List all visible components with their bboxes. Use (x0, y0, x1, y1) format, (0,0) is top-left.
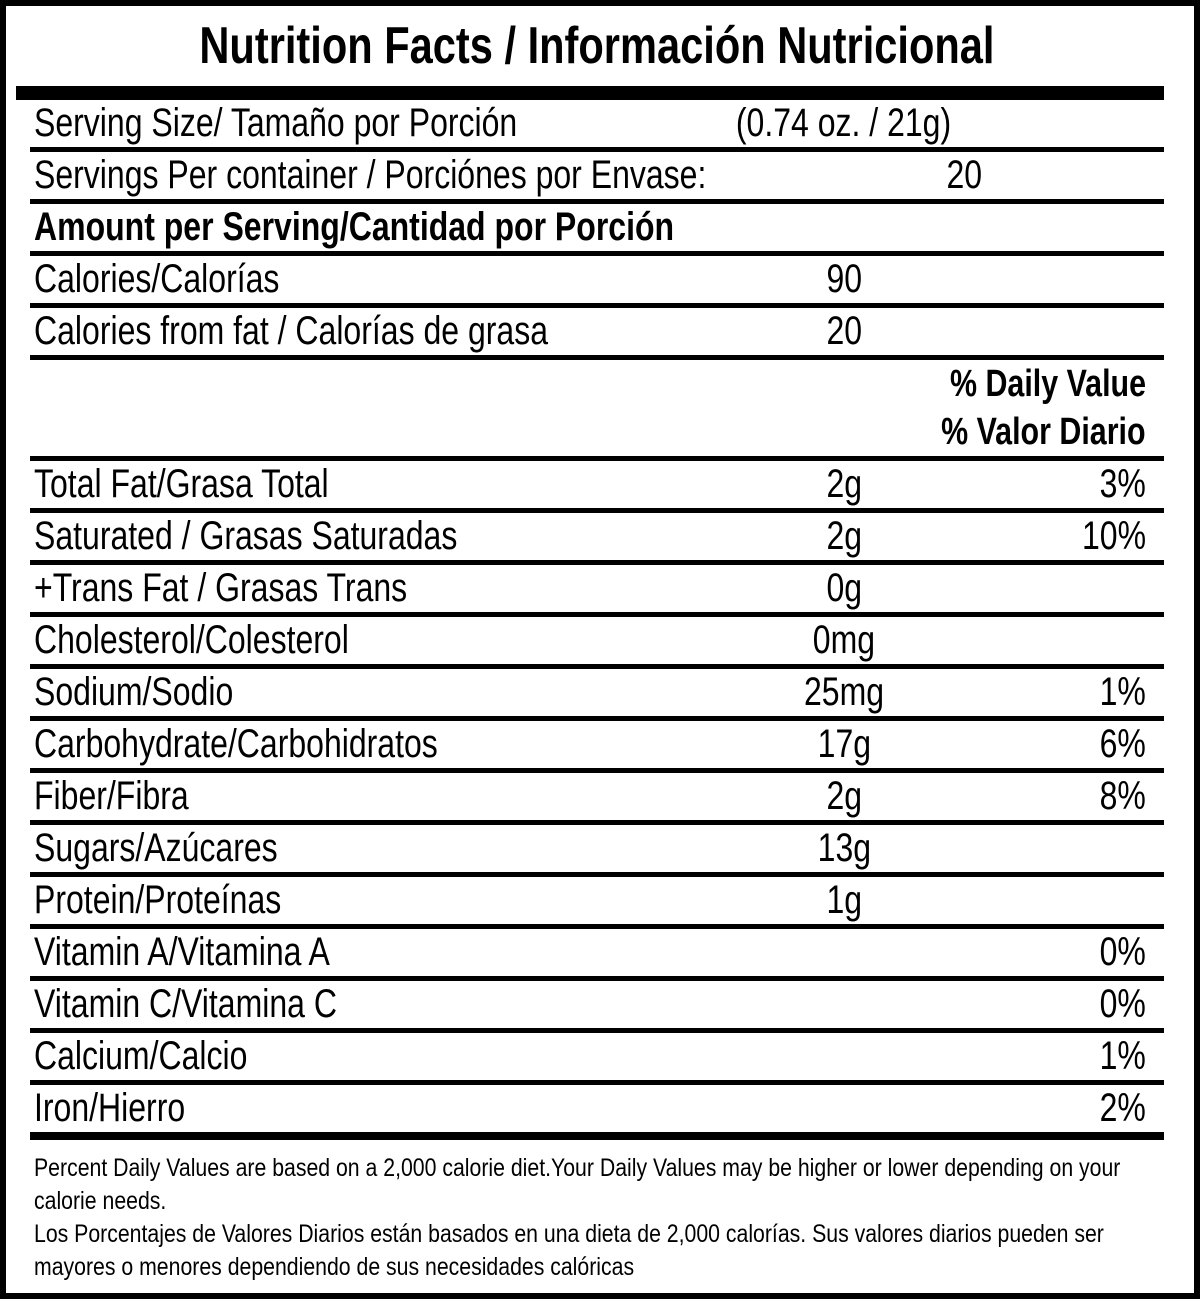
nutrient-row-iron (30, 1085, 1164, 1132)
serving-size-label: Serving Size/ Tamaño por Porción (34, 101, 518, 145)
label-title (30, 6, 1164, 86)
footnote-english: Percent Daily Values are based on a 2,000 calorie diet.Your Daily Values may be higher or lower depending on your calorie needs. (34, 1154, 1121, 1215)
calories-row (30, 256, 1164, 308)
nutrient-amount (694, 982, 994, 1027)
nutrient-row-calcium (30, 1033, 1164, 1085)
nutrient-label: Fiber/Fibra (34, 774, 189, 818)
calories-from-fat-row (30, 308, 1164, 360)
nutrient-label: Sodium/Sodio (34, 670, 234, 714)
nutrient-row-trans-fat (30, 565, 1164, 617)
nutrient-dv: 10% (1081, 514, 1146, 558)
label-title-text: Nutrition Facts / Información Nutricional (199, 17, 995, 75)
nutrient-dv: 0% (1099, 930, 1146, 974)
nutrient-amount (694, 930, 994, 975)
nutrient-amount: 13g (817, 826, 871, 870)
nutrient-amount: 1g (826, 878, 862, 922)
nutrient-dv: 0% (1099, 982, 1146, 1026)
daily-value-header-es: % Valor Diario (941, 411, 1146, 453)
nutrient-dv: 6% (1099, 722, 1146, 766)
serving-size-row (30, 100, 1164, 152)
amount-per-serving-header-label: Amount per Serving/Cantidad por Porción (34, 205, 675, 249)
nutrient-amount (694, 1086, 994, 1131)
calories-from-fat-label: Calories from fat / Calorías de grasa (34, 309, 548, 353)
nutrient-row-cholesterol (30, 617, 1164, 669)
nutrient-row-vitamin-a (30, 929, 1164, 981)
nutrient-dv: 1% (1099, 1034, 1146, 1078)
calories-label: Calories/Calorías (34, 257, 280, 301)
nutrient-amount (694, 1034, 994, 1079)
nutrient-label: +Trans Fat / Grasas Trans (34, 566, 408, 610)
calories-value: 90 (826, 257, 862, 301)
nutrient-dv: 2% (1099, 1086, 1146, 1130)
nutrient-label: Saturated / Grasas Saturadas (34, 514, 458, 558)
nutrient-amount: 17g (817, 722, 871, 766)
nutrient-row-saturated-fat (30, 513, 1164, 565)
nutrient-label: Vitamin C/Vitamina C (34, 982, 337, 1026)
nutrient-amount: 2g (826, 514, 862, 558)
daily-value-header (30, 360, 1164, 461)
serving-size-value: (0.74 oz. / 21g) (736, 101, 952, 145)
nutrient-label: Sugars/Azúcares (34, 826, 278, 870)
nutrient-label: Carbohydrate/Carbohidratos (34, 722, 438, 766)
nutrient-dv: 8% (1099, 774, 1146, 818)
nutrient-row-vitamin-c (30, 981, 1164, 1033)
nutrient-label: Total Fat/Grasa Total (34, 462, 329, 506)
nutrient-dv (994, 566, 1164, 611)
nutrient-label: Calcium/Calcio (34, 1034, 248, 1078)
nutrient-dv (994, 878, 1164, 923)
amount-per-serving-header (30, 204, 1164, 256)
nutrient-label: Iron/Hierro (34, 1086, 186, 1130)
nutrient-dv (994, 618, 1164, 663)
nutrient-row-fiber (30, 773, 1164, 825)
nutrient-dv: 3% (1099, 462, 1146, 506)
title-divider (16, 86, 1164, 100)
nutrient-amount: 0mg (812, 618, 876, 662)
nutrient-row-sugars (30, 825, 1164, 877)
nutrient-dv: 1% (1099, 670, 1146, 714)
nutrient-row-sodium (30, 669, 1164, 721)
servings-per-container-row (30, 152, 1164, 204)
servings-per-container-label: Servings Per container / Porciónes por Envase: (34, 153, 707, 197)
nutrient-row-protein (30, 877, 1164, 929)
nutrient-dv (994, 826, 1164, 871)
nutrient-amount: 2g (826, 462, 862, 506)
nutrient-label: Vitamin A/Vitamina A (34, 930, 330, 974)
nutrient-row-carbohydrate (30, 721, 1164, 773)
nutrient-amount: 0g (826, 566, 862, 610)
nutrient-label: Cholesterol/Colesterol (34, 618, 349, 662)
footer-divider (30, 1132, 1164, 1140)
daily-value-header-en: % Daily Value (949, 363, 1146, 405)
nutrient-row-total-fat (30, 461, 1164, 513)
nutrient-amount: 25mg (803, 670, 885, 714)
nutrient-amount: 2g (826, 774, 862, 818)
footnote-spanish: Los Porcentajes de Valores Diarios están basados en una dieta de 2,000 calorías. Sus valores diarios pueden ser mayores o menores dependiendo de sus necesidades calóricas (34, 1220, 1104, 1281)
nutrient-label: Protein/Proteínas (34, 878, 282, 922)
servings-per-container-value: 20 (946, 153, 983, 197)
label-content (30, 6, 1164, 1284)
calories-from-fat-value: 20 (826, 309, 862, 353)
footnotes (34, 1152, 1164, 1284)
